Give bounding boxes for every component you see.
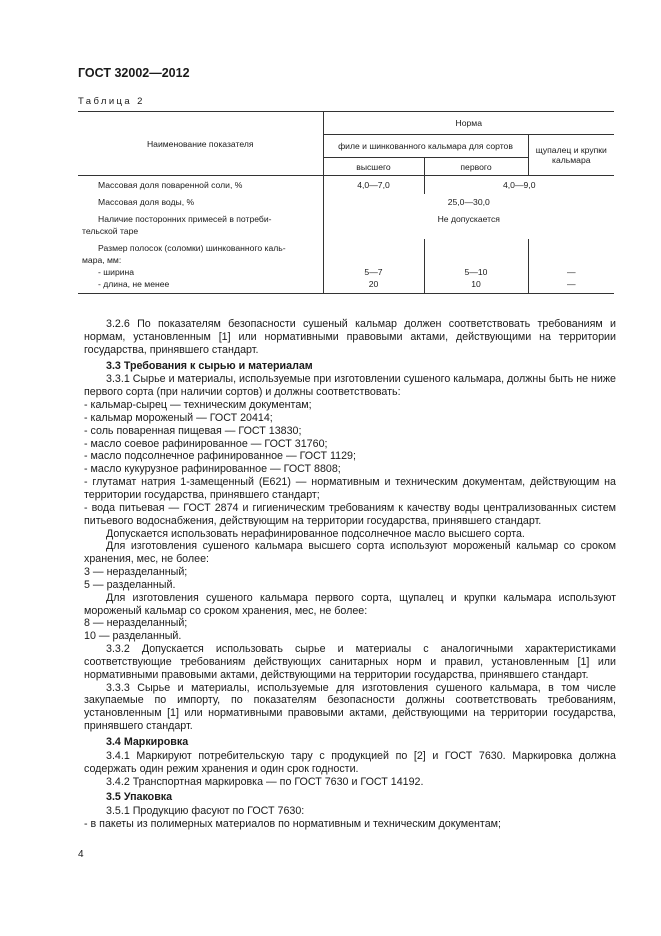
column-header-first: первого — [424, 158, 528, 176]
column-header-indicator: Наименование показателя — [78, 112, 323, 176]
table-row — [78, 194, 614, 211]
paragraph: Для изготовления сушеного кальмара высшего сорта используют мороженый кальмар со сроком хранения, мес, не более: — [84, 540, 616, 566]
paragraph-3-4-2: 3.4.2 Транспортная маркировка — по ГОСТ 7630 и ГОСТ 14192. — [106, 775, 424, 788]
page-number: 4 — [78, 849, 84, 860]
tentacles-line-2: кальмара — [552, 155, 591, 165]
list-item: - масло подсолнечное рафинированное — ГОСТ 1129; — [84, 450, 356, 463]
table-caption: Таблица 2 — [78, 96, 145, 107]
strips-width-first: 5—10 — [464, 267, 488, 278]
document-header: ГОСТ 32002—2012 — [78, 66, 190, 80]
section-heading-3-4: 3.4 Маркировка — [106, 736, 189, 748]
list-item: - соль поваренная пищевая — ГОСТ 13830; — [84, 424, 302, 437]
list-item: - масло соевое рафинированное — ГОСТ 31760; — [84, 437, 328, 450]
tentacles-line-1: щупалец и крупки — [535, 145, 607, 155]
column-header-tentacles — [528, 135, 614, 176]
section-heading-3-5: 3.5 Упаковка — [106, 791, 173, 804]
paragraph-3-3-2: 3.3.2 Допускается использовать сырье и материалы с аналогичными характеристиками соответствующие требованиям действующих санитарных норм и правил, установленным [1] или нормативными правовыми актами, действующими на территории государства, принявшего стандарт. — [84, 643, 616, 681]
strips-length-tentacles: — — [566, 279, 576, 290]
row-value — [528, 239, 614, 294]
list-item: - масло кукурузное рафинированное — ГОСТ 8808; — [84, 463, 341, 476]
table-row — [78, 211, 614, 239]
indicators-table — [78, 111, 614, 294]
strips-width-higher: 5—7 — [364, 267, 383, 278]
row-value: 25,0—30,0 — [447, 197, 490, 207]
strips-width-label: - ширина — [98, 267, 135, 278]
column-header-higher: высшего — [323, 158, 424, 176]
row-name-line-2: тельской таре — [82, 225, 139, 236]
strips-line-2: мара, мм: — [82, 254, 122, 265]
paragraph-3-3-3: 3.3.3 Сырье и материалы, используемые для изготовления сушеного кальмара, в том числе закупаемые по импорту, по показателям безопасности должны соответствовать требованиям, установленным [1] или нормативными правовыми актами, действующими на территории государства, принявшего стандарт. — [84, 681, 616, 733]
strips-length-label: - длина, не менее — [98, 279, 170, 290]
row-value — [323, 239, 424, 294]
document-body — [84, 318, 616, 831]
column-header-norm: Норма — [323, 112, 614, 135]
paragraph-3-4-1: 3.4.1 Маркируют потребительскую тару с продукцией по [2] и ГОСТ 7630. Маркировка должна содержать один режим хранения и один срок годности. — [84, 749, 616, 775]
paragraph-3-2-6: 3.2.6 По показателям безопасности сушеный кальмар должен соответствовать требованиям и нормам, установленным [1] или нормативными правовыми актами, действующими на территории государства, принявшего стандарт. — [84, 318, 616, 356]
row-name — [78, 211, 323, 239]
list-item: - кальмар мороженый — ГОСТ 20414; — [84, 411, 273, 424]
row-value — [424, 239, 528, 294]
list-item: - глутамат натрия 1-замещенный (Е621) — нормативным и техническим документам, действующим на территории государства, принявшего стандарт; — [84, 476, 616, 501]
paragraph-3-3-1: 3.3.1 Сырье и материалы, используемые при изготовлении сушеного кальмара, должны быть не ниже первого сорта (при наличии сортов) и должны соответствовать: — [84, 373, 616, 399]
column-header-fillet: филе и шинкованного кальмара для сортов — [323, 135, 528, 158]
row-value: 4,0—7,0 — [323, 176, 424, 194]
row-value: Не допускается — [437, 213, 500, 224]
strips-length-higher: 20 — [368, 279, 379, 290]
strips-width-tentacles: — — [566, 267, 576, 278]
table-row — [78, 239, 614, 294]
row-name-line-1: Наличие посторонних примесей в потреби- — [98, 213, 272, 224]
list-item: - вода питьевая — ГОСТ 2874 и гигиеническим требованиям к качеству воды централизованных систем питьевого водоснабжения, действующим на территории государства, принявшего стандарт. — [84, 501, 616, 527]
list-item: - в пакеты из полимерных материалов по нормативным и техническим документам; — [84, 818, 501, 831]
list-item: 10 — разделанный. — [84, 630, 182, 643]
paragraph-3-5-1: 3.5.1 Продукцию фасуют по ГОСТ 7630: — [106, 805, 305, 818]
strips-length-first: 10 — [471, 279, 481, 290]
paragraph: Допускается использовать нерафинированное подсолнечное масло высшего сорта. — [106, 527, 525, 540]
strips-line-1: Размер полосок (соломки) шинкованного каль- — [98, 242, 286, 253]
paragraph: Для изготовления сушеного кальмара первого сорта, щупалец и крупки кальмара используют мороженый кальмар со сроком хранения, мес, не более: — [84, 591, 616, 617]
table-row — [78, 176, 614, 194]
list-item: 5 — разделанный. — [84, 578, 176, 591]
row-value: 4,0—9,0 — [503, 179, 536, 190]
row-name: Массовая доля воды, % — [78, 194, 323, 211]
row-name — [78, 239, 323, 294]
list-item: 8 — неразделанный; — [84, 617, 188, 630]
row-name: Массовая доля поваренной соли, % — [78, 176, 323, 194]
list-item: 3 — неразделанный; — [84, 566, 188, 579]
section-heading-3-3: 3.3 Требования к сырью и материалам — [106, 359, 313, 372]
list-item: - кальмар-сырец — техническим документам; — [84, 399, 312, 412]
